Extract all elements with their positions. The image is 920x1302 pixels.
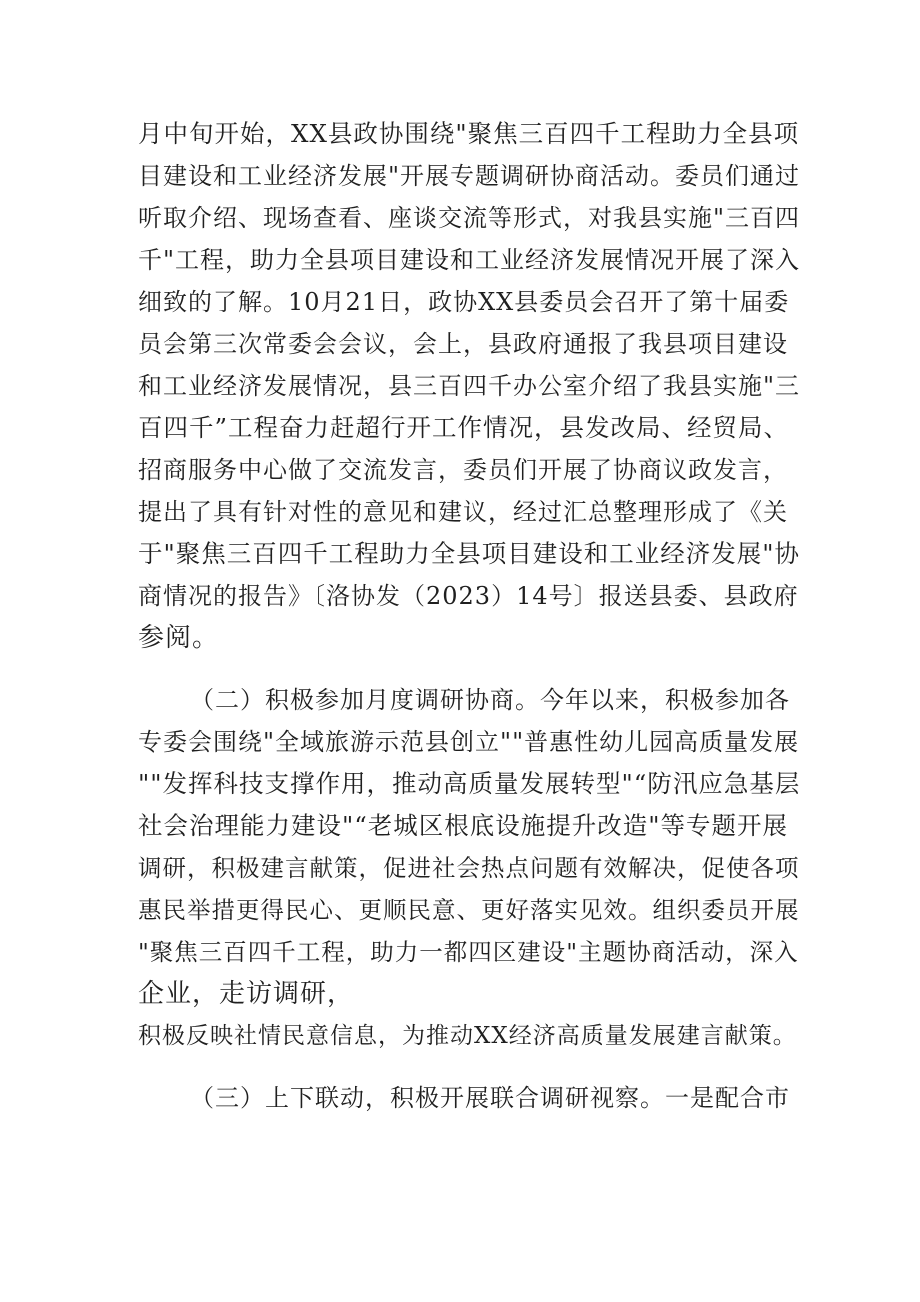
paragraph-line: 听取介绍、现场查看、座谈交流等形式，对我县实施"三百四 [138, 204, 801, 232]
paragraph-line: 惠民举措更得民心、更顺民意、更好落实见效。组织委员开展 [138, 896, 800, 924]
paragraph-line: 目建设和工业经济发展"开展专题调研协商活动。委员们通过 [138, 162, 801, 190]
paragraph-line: 月中旬开始，XX县政协围绕"聚焦三百四千工程助力全县项 [138, 119, 800, 148]
paragraph-line: 调研，积极建言献策，促进社会热点问题有效解决，促使各项 [138, 854, 800, 882]
paragraph-line: 细致的了解。10月21日，政协XX县委员会召开了第十届委 [138, 288, 790, 316]
paragraph-line: 社会治理能力建设"“老城区根底设施提升改造"等专题开展 [138, 811, 789, 840]
paragraph-line: 招商服务中心做了交流发言，委员们开展了协商议政发言， [138, 456, 788, 484]
paragraph-line: 和工业经济发展情况，县三百四千办公室介绍了我县实施"三 [138, 372, 801, 400]
paragraph-line: （三）上下联动，积极开展联合调研视察。一是配合市 [190, 1084, 790, 1112]
paragraph-line: 参阅。 [138, 623, 220, 653]
paragraph-line: "聚焦三百四千工程，助力一都四区建设"主题协商活动，深入 [138, 938, 799, 966]
paragraph-line: （二）积极参加月度调研协商。今年以来，积极参加各 [190, 686, 790, 714]
paragraph-line: 积极反映社情民意信息，为推动XX经济高质量发展建言献策。 [138, 1023, 797, 1049]
paragraph-line: 员会第三次常委会会议，会上，县政府通报了我县项目建设 [138, 330, 788, 358]
paragraph-line: 提出了具有针对性的意见和建议，经过汇总整理形成了《关 [138, 498, 788, 526]
paragraph-line: 商情况的报告》〔洛协发（2023）14号〕报送县委、县政府 [138, 582, 799, 610]
paragraph-line: 企业，走访调研， [138, 979, 355, 1009]
paragraph-line: 千"工程，助力全县项目建设和工业经济发展情况开展了深入 [138, 246, 801, 274]
paragraph-line: 百四千”工程奋力赶超行开工作情况，县发改局、经贸局、 [138, 413, 790, 442]
paragraph-line: ""发挥科技支撑作用，推动高质量发展转型"“防汛应急基层 [138, 769, 801, 798]
paragraph-line: 于"聚焦三百四千工程助力全县项目建设和工业经济发展"协 [138, 539, 801, 568]
paragraph-line: 专委会围绕"全域旅游示范县创立""普惠性幼儿园高质量发展 [138, 728, 800, 756]
